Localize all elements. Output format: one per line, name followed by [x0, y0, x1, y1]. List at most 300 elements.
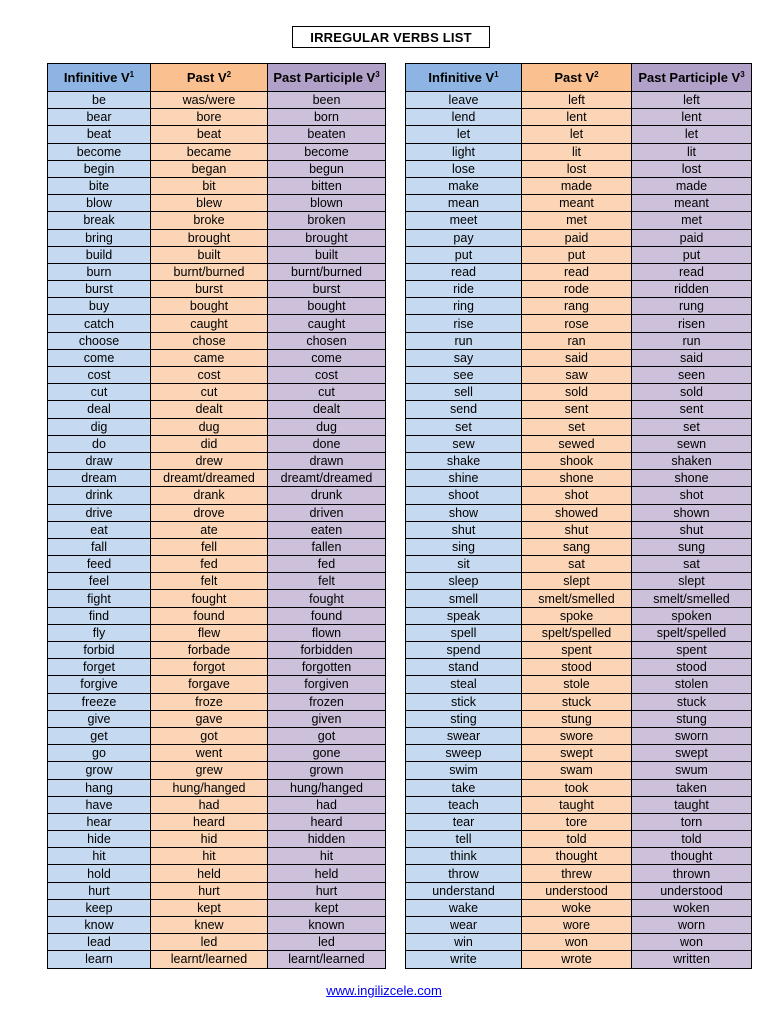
- past-cell: lent: [522, 109, 632, 126]
- infinitive-cell: dig: [48, 418, 151, 435]
- table-row: [48, 332, 386, 349]
- past-participle-cell: understood: [632, 882, 752, 899]
- past-participle-cell: born: [268, 109, 386, 126]
- past-cell: stuck: [522, 693, 632, 710]
- infinitive-cell: read: [406, 263, 522, 280]
- table-row: [48, 762, 386, 779]
- past-cell: fought: [151, 590, 268, 607]
- past-cell: swore: [522, 727, 632, 744]
- infinitive-cell: draw: [48, 452, 151, 469]
- table-row: [406, 693, 752, 710]
- infinitive-cell: smell: [406, 590, 522, 607]
- past-participle-cell: met: [632, 212, 752, 229]
- past-participle-cell: caught: [268, 315, 386, 332]
- table-row: [48, 538, 386, 555]
- infinitive-cell: drive: [48, 504, 151, 521]
- infinitive-cell: fly: [48, 624, 151, 641]
- table-row: [406, 642, 752, 659]
- infinitive-cell: beat: [48, 126, 151, 143]
- past-cell: rode: [522, 281, 632, 298]
- past-participle-cell: begun: [268, 160, 386, 177]
- past-cell: paid: [522, 229, 632, 246]
- table-row: [406, 195, 752, 212]
- past-cell: caught: [151, 315, 268, 332]
- table-row: [406, 590, 752, 607]
- past-participle-cell: come: [268, 349, 386, 366]
- table-row: [48, 917, 386, 934]
- table-row: [406, 109, 752, 126]
- infinitive-cell: grow: [48, 762, 151, 779]
- infinitive-cell: tear: [406, 813, 522, 830]
- table-row: [406, 796, 752, 813]
- past-cell: chose: [151, 332, 268, 349]
- past-cell: broke: [151, 212, 268, 229]
- past-participle-cell: dealt: [268, 401, 386, 418]
- table-row: [406, 470, 752, 487]
- table-row: [406, 538, 752, 555]
- table-row: [48, 367, 386, 384]
- past-cell: felt: [151, 573, 268, 590]
- infinitive-cell: fight: [48, 590, 151, 607]
- past-participle-cell: learnt/learned: [268, 951, 386, 968]
- table-row: [406, 573, 752, 590]
- past-participle-cell: spelt/spelled: [632, 624, 752, 641]
- table-row: [48, 109, 386, 126]
- infinitive-cell: hear: [48, 813, 151, 830]
- past-participle-cell: forgiven: [268, 676, 386, 693]
- table-row: [48, 160, 386, 177]
- past-participle-cell: woken: [632, 899, 752, 916]
- past-participle-cell: frozen: [268, 693, 386, 710]
- infinitive-cell: tell: [406, 831, 522, 848]
- past-cell: wrote: [522, 951, 632, 968]
- infinitive-cell: find: [48, 607, 151, 624]
- past-participle-cell: taken: [632, 779, 752, 796]
- past-cell: built: [151, 246, 268, 263]
- past-participle-cell: thrown: [632, 865, 752, 882]
- infinitive-cell: fall: [48, 538, 151, 555]
- past-cell: read: [522, 263, 632, 280]
- infinitive-cell: choose: [48, 332, 151, 349]
- past-cell: hurt: [151, 882, 268, 899]
- past-participle-cell: grown: [268, 762, 386, 779]
- infinitive-cell: blow: [48, 195, 151, 212]
- past-participle-cell: won: [632, 934, 752, 951]
- past-participle-cell: stolen: [632, 676, 752, 693]
- past-participle-cell: kept: [268, 899, 386, 916]
- past-cell: stung: [522, 710, 632, 727]
- table-row: [48, 177, 386, 194]
- past-cell: forbade: [151, 642, 268, 659]
- past-participle-cell: sewn: [632, 435, 752, 452]
- past-cell: shone: [522, 470, 632, 487]
- table-row: [406, 556, 752, 573]
- table-row: [48, 727, 386, 744]
- table-row: [406, 831, 752, 848]
- past-participle-cell: shaken: [632, 452, 752, 469]
- infinitive-cell: drink: [48, 487, 151, 504]
- infinitive-cell: keep: [48, 899, 151, 916]
- infinitive-cell: shoot: [406, 487, 522, 504]
- infinitive-cell: rise: [406, 315, 522, 332]
- table-row: [406, 212, 752, 229]
- infinitive-cell: swim: [406, 762, 522, 779]
- past-participle-cell: hung/hanged: [268, 779, 386, 796]
- table-row: [48, 813, 386, 830]
- infinitive-cell: take: [406, 779, 522, 796]
- past-participle-cell: shone: [632, 470, 752, 487]
- page-title: IRREGULAR VERBS LIST: [292, 26, 490, 48]
- past-participle-cell: blown: [268, 195, 386, 212]
- past-participle-cell: rung: [632, 298, 752, 315]
- infinitive-cell: cut: [48, 384, 151, 401]
- infinitive-cell: spell: [406, 624, 522, 641]
- table-row: [406, 865, 752, 882]
- infinitive-cell: hold: [48, 865, 151, 882]
- past-participle-cell: let: [632, 126, 752, 143]
- past-cell: bought: [151, 298, 268, 315]
- past-cell: burnt/burned: [151, 263, 268, 280]
- past-participle-cell: burst: [268, 281, 386, 298]
- table-row: [406, 143, 752, 160]
- header-past: Past $V^2$: [522, 64, 632, 92]
- infinitive-cell: forbid: [48, 642, 151, 659]
- infinitive-cell: break: [48, 212, 151, 229]
- table-row: [406, 624, 752, 641]
- past-participle-cell: lit: [632, 143, 752, 160]
- past-cell: learnt/learned: [151, 951, 268, 968]
- past-cell: spoke: [522, 607, 632, 624]
- past-cell: smelt/smelled: [522, 590, 632, 607]
- infinitive-cell: begin: [48, 160, 151, 177]
- past-participle-cell: made: [632, 177, 752, 194]
- past-cell: spent: [522, 642, 632, 659]
- table-row: [48, 470, 386, 487]
- past-participle-cell: eaten: [268, 521, 386, 538]
- past-cell: put: [522, 246, 632, 263]
- past-participle-cell: paid: [632, 229, 752, 246]
- infinitive-cell: be: [48, 92, 151, 109]
- infinitive-cell: write: [406, 951, 522, 968]
- past-cell: brought: [151, 229, 268, 246]
- table-row: [48, 745, 386, 762]
- table-row: [48, 848, 386, 865]
- past-participle-cell: been: [268, 92, 386, 109]
- past-cell: got: [151, 727, 268, 744]
- infinitive-cell: pay: [406, 229, 522, 246]
- past-participle-cell: forgotten: [268, 659, 386, 676]
- infinitive-cell: cost: [48, 367, 151, 384]
- past-participle-cell: taught: [632, 796, 752, 813]
- infinitive-cell: see: [406, 367, 522, 384]
- infinitive-cell: burn: [48, 263, 151, 280]
- table-row: [406, 762, 752, 779]
- infinitive-cell: do: [48, 435, 151, 452]
- past-cell: went: [151, 745, 268, 762]
- past-participle-cell: torn: [632, 813, 752, 830]
- infinitive-cell: think: [406, 848, 522, 865]
- table-row: [48, 607, 386, 624]
- infinitive-cell: feel: [48, 573, 151, 590]
- past-participle-cell: heard: [268, 813, 386, 830]
- past-cell: sat: [522, 556, 632, 573]
- table-row: [48, 590, 386, 607]
- table-row: [406, 848, 752, 865]
- table-header-row: [406, 64, 752, 92]
- past-cell: bit: [151, 177, 268, 194]
- past-participle-cell: dug: [268, 418, 386, 435]
- table-row: [406, 332, 752, 349]
- infinitive-cell: mean: [406, 195, 522, 212]
- past-participle-cell: cut: [268, 384, 386, 401]
- table-row: [48, 452, 386, 469]
- table-row: [406, 367, 752, 384]
- past-participle-cell: said: [632, 349, 752, 366]
- past-cell: ran: [522, 332, 632, 349]
- past-cell: set: [522, 418, 632, 435]
- infinitive-cell: sleep: [406, 573, 522, 590]
- table-row: [406, 487, 752, 504]
- table-row: [48, 143, 386, 160]
- table-row: [48, 298, 386, 315]
- table-row: [406, 263, 752, 280]
- past-cell: stood: [522, 659, 632, 676]
- past-participle-cell: broken: [268, 212, 386, 229]
- past-participle-cell: fed: [268, 556, 386, 573]
- past-cell: led: [151, 934, 268, 951]
- infinitive-cell: deal: [48, 401, 151, 418]
- past-participle-cell: become: [268, 143, 386, 160]
- past-cell: beat: [151, 126, 268, 143]
- past-participle-cell: seen: [632, 367, 752, 384]
- past-participle-cell: bought: [268, 298, 386, 315]
- past-cell: found: [151, 607, 268, 624]
- infinitive-cell: lose: [406, 160, 522, 177]
- past-cell: let: [522, 126, 632, 143]
- table-row: [48, 92, 386, 109]
- past-cell: saw: [522, 367, 632, 384]
- past-participle-cell: stung: [632, 710, 752, 727]
- past-cell: blew: [151, 195, 268, 212]
- past-cell: grew: [151, 762, 268, 779]
- infinitive-cell: shine: [406, 470, 522, 487]
- infinitive-cell: wear: [406, 917, 522, 934]
- infinitive-cell: say: [406, 349, 522, 366]
- past-participle-cell: shown: [632, 504, 752, 521]
- past-cell: gave: [151, 710, 268, 727]
- past-cell: fed: [151, 556, 268, 573]
- past-cell: lit: [522, 143, 632, 160]
- past-participle-cell: got: [268, 727, 386, 744]
- past-participle-cell: chosen: [268, 332, 386, 349]
- past-participle-cell: felt: [268, 573, 386, 590]
- past-cell: bore: [151, 109, 268, 126]
- table-row: [406, 934, 752, 951]
- past-participle-cell: spoken: [632, 607, 752, 624]
- infinitive-cell: run: [406, 332, 522, 349]
- footer-website-link[interactable]: www.ingilizcele.com: [326, 983, 442, 998]
- infinitive-cell: put: [406, 246, 522, 263]
- infinitive-cell: give: [48, 710, 151, 727]
- table-row: [48, 487, 386, 504]
- past-participle-cell: led: [268, 934, 386, 951]
- past-cell: dreamt/dreamed: [151, 470, 268, 487]
- past-cell: froze: [151, 693, 268, 710]
- infinitive-cell: set: [406, 418, 522, 435]
- infinitive-cell: win: [406, 934, 522, 951]
- table-row: [406, 813, 752, 830]
- table-row: [406, 160, 752, 177]
- table-row: [406, 676, 752, 693]
- table-row: [48, 384, 386, 401]
- past-participle-cell: hidden: [268, 831, 386, 848]
- infinitive-cell: sweep: [406, 745, 522, 762]
- infinitive-cell: forgive: [48, 676, 151, 693]
- past-participle-cell: lent: [632, 109, 752, 126]
- infinitive-cell: send: [406, 401, 522, 418]
- infinitive-cell: meet: [406, 212, 522, 229]
- past-cell: had: [151, 796, 268, 813]
- past-participle-cell: dreamt/dreamed: [268, 470, 386, 487]
- table-row: [48, 521, 386, 538]
- infinitive-cell: go: [48, 745, 151, 762]
- past-cell: shook: [522, 452, 632, 469]
- past-participle-cell: lost: [632, 160, 752, 177]
- past-participle-cell: built: [268, 246, 386, 263]
- infinitive-cell: bear: [48, 109, 151, 126]
- table-row: [48, 504, 386, 521]
- past-cell: lost: [522, 160, 632, 177]
- infinitive-cell: make: [406, 177, 522, 194]
- infinitive-cell: burst: [48, 281, 151, 298]
- table-row: [48, 349, 386, 366]
- infinitive-cell: come: [48, 349, 151, 366]
- past-cell: became: [151, 143, 268, 160]
- table-row: [406, 504, 752, 521]
- past-participle-cell: risen: [632, 315, 752, 332]
- table-row: [406, 659, 752, 676]
- past-cell: tore: [522, 813, 632, 830]
- past-cell: drove: [151, 504, 268, 521]
- table-row: [406, 951, 752, 968]
- past-participle-cell: smelt/smelled: [632, 590, 752, 607]
- past-cell: dealt: [151, 401, 268, 418]
- table-row: [406, 779, 752, 796]
- infinitive-cell: sew: [406, 435, 522, 452]
- table-row: [48, 281, 386, 298]
- past-participle-cell: hurt: [268, 882, 386, 899]
- past-cell: met: [522, 212, 632, 229]
- past-cell: meant: [522, 195, 632, 212]
- past-cell: understood: [522, 882, 632, 899]
- infinitive-cell: sell: [406, 384, 522, 401]
- infinitive-cell: freeze: [48, 693, 151, 710]
- past-cell: shut: [522, 521, 632, 538]
- infinitive-cell: shake: [406, 452, 522, 469]
- table-row: [406, 92, 752, 109]
- table-row: [406, 452, 752, 469]
- past-cell: kept: [151, 899, 268, 916]
- table-row: [48, 796, 386, 813]
- past-cell: showed: [522, 504, 632, 521]
- infinitive-cell: hang: [48, 779, 151, 796]
- infinitive-cell: shut: [406, 521, 522, 538]
- table-row: [48, 418, 386, 435]
- past-cell: left: [522, 92, 632, 109]
- infinitive-cell: catch: [48, 315, 151, 332]
- table-row: [406, 401, 752, 418]
- past-cell: sent: [522, 401, 632, 418]
- table-row: [48, 951, 386, 968]
- infinitive-cell: lend: [406, 109, 522, 126]
- past-participle-cell: known: [268, 917, 386, 934]
- past-participle-cell: drawn: [268, 452, 386, 469]
- past-participle-cell: sworn: [632, 727, 752, 744]
- table-row: [406, 315, 752, 332]
- past-participle-cell: beaten: [268, 126, 386, 143]
- past-participle-cell: cost: [268, 367, 386, 384]
- infinitive-cell: stick: [406, 693, 522, 710]
- past-participle-cell: found: [268, 607, 386, 624]
- past-cell: sang: [522, 538, 632, 555]
- past-cell: threw: [522, 865, 632, 882]
- past-cell: forgave: [151, 676, 268, 693]
- table-row: [406, 435, 752, 452]
- past-cell: swept: [522, 745, 632, 762]
- past-participle-cell: swept: [632, 745, 752, 762]
- infinitive-cell: hit: [48, 848, 151, 865]
- infinitive-cell: swear: [406, 727, 522, 744]
- past-participle-cell: set: [632, 418, 752, 435]
- table-row: [48, 865, 386, 882]
- past-participle-cell: hit: [268, 848, 386, 865]
- past-participle-cell: swum: [632, 762, 752, 779]
- past-cell: made: [522, 177, 632, 194]
- table-row: [48, 779, 386, 796]
- infinitive-cell: get: [48, 727, 151, 744]
- past-participle-cell: told: [632, 831, 752, 848]
- infinitive-cell: understand: [406, 882, 522, 899]
- table-row: [48, 693, 386, 710]
- past-cell: was/were: [151, 92, 268, 109]
- table-row: [48, 229, 386, 246]
- infinitive-cell: ring: [406, 298, 522, 315]
- infinitive-cell: bring: [48, 229, 151, 246]
- table-row: [48, 573, 386, 590]
- past-cell: slept: [522, 573, 632, 590]
- infinitive-cell: speak: [406, 607, 522, 624]
- header-infinitive: Infinitive $V^1$: [48, 64, 151, 92]
- past-participle-cell: sat: [632, 556, 752, 573]
- past-participle-cell: worn: [632, 917, 752, 934]
- past-cell: took: [522, 779, 632, 796]
- infinitive-cell: sing: [406, 538, 522, 555]
- table-row: [48, 710, 386, 727]
- table-row: [406, 418, 752, 435]
- past-cell: hid: [151, 831, 268, 848]
- past-cell: burst: [151, 281, 268, 298]
- past-participle-cell: forbidden: [268, 642, 386, 659]
- past-participle-cell: stuck: [632, 693, 752, 710]
- past-cell: ate: [151, 521, 268, 538]
- past-cell: hit: [151, 848, 268, 865]
- past-cell: began: [151, 160, 268, 177]
- past-cell: rang: [522, 298, 632, 315]
- past-participle-cell: bitten: [268, 177, 386, 194]
- past-participle-cell: done: [268, 435, 386, 452]
- table-row: [406, 177, 752, 194]
- past-participle-cell: flown: [268, 624, 386, 641]
